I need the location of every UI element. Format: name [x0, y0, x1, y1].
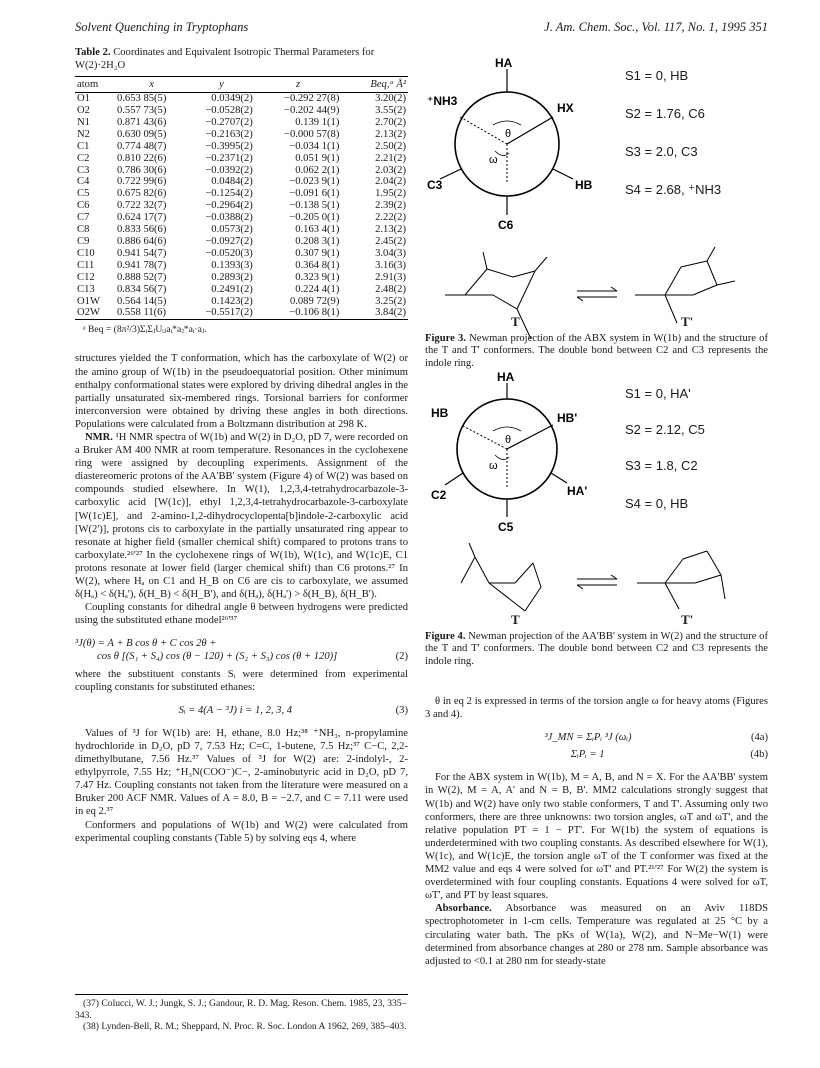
equation-2	[75, 637, 408, 663]
table-cell: −0.5517(2)	[205, 307, 253, 319]
table-row	[75, 105, 408, 117]
paragraph-nmr-text: ¹H NMR spectra of W(1b) and W(2) in D₂O, pD 7, were recorded on a Bruker AM 400 NMR at room temperature. Resonances in the cyclohexene ring were assigned by decoupling experiments. Assignment of the diastereomeric protons of the AA'BB' system (Figure 4) of W(2) was based on compounds studied elsewhere. In W(1), 1,2,3,4-tetrahydrocarbazole-3-carboxylic acid [W(1c)], ethyl 1,2,3,4-tetrahydrocarbazole-3-carboxylate [W(1c)E], and 2-amino-1,2-dihydrocyclopenta[b]indole-2-carboxylic acid [W(2')], protons cis to carboxylate in the partially unsaturated ring appear to resonate at higher field (smaller chemical shift) compared to protons trans to carboxylate.²⁶'²⁷ In the cyclohexene rings of W(1b), W(1c), and W(1c)E, C1 protons resonate at lower field (larger chemical shift) than C6 protons.²⁷ In W(2), where Hₐ on C1 and H_B on C6 are cis to carboxylate, we assumed δ(Hₐ) < δ(Hₐ'), δ(H_B) < δ(H_B'), and δ(Hₐ), δ(Hₐ') > δ(H_B), δ(H_B').	[75, 431, 408, 601]
table-cell: 2.13(2)	[375, 128, 406, 140]
table-cell: 2.45(2)	[375, 235, 406, 247]
table-cell: C3	[77, 164, 90, 176]
table-cell: 0.653 85(5)	[116, 93, 167, 105]
table-cell: −0.0520(3)	[205, 247, 253, 259]
table-cell: 2.50(2)	[375, 140, 406, 152]
table-cell: 0.871 43(6)	[116, 116, 167, 128]
table-row	[75, 212, 408, 224]
table-row	[75, 307, 408, 319]
paragraph-nmr	[75, 431, 408, 601]
paragraph-conformations: structures yielded the T conformation, which has the carboxylate of W(2) or the amino group of W(1b) in the pseudoequatorial position. Other minimum enthalpy conformational states were explored by driving dihedral angles in the partially unsaturated six-membered rings. Torsional barriers for conformer interconversion were obtained by driving these angles in both directions. Populations were calculated from a Boltzmann distribution at 298 K.	[75, 353, 409, 430]
equation-3-number: (3)	[395, 704, 408, 716]
table-cell: O2	[77, 105, 90, 116]
table-cell: 3.20(2)	[375, 93, 406, 105]
equation-3	[75, 704, 408, 717]
newman-projection-4	[431, 370, 587, 534]
table-cell: 3.25(2)	[375, 295, 406, 307]
table-cell: 0.1393(3)	[211, 259, 253, 271]
label-ha: HA	[495, 56, 513, 70]
label-hb-prime: HB'	[557, 411, 578, 425]
table-row	[75, 272, 408, 284]
table-row	[75, 141, 408, 153]
newman-projection-3	[427, 56, 593, 232]
equation-4a-text: ³J_MN = ΣᵢPᵢ ³J (ωᵢ)	[544, 732, 632, 744]
conformer-t-prime-structure	[635, 247, 735, 323]
table-cell: −0.3995(2)	[205, 140, 253, 152]
label-ha-prime: HA'	[567, 484, 588, 498]
table-row	[75, 260, 408, 272]
s3-value-4: S3 = 1.8, C2	[625, 458, 698, 473]
conformer-t-structure	[445, 252, 547, 339]
right-column	[425, 47, 768, 968]
table-row	[75, 200, 408, 212]
table-cell: 0.307 9(1)	[295, 247, 340, 259]
table-cell: 2.13(2)	[375, 224, 406, 236]
paragraph-absorbance	[425, 902, 768, 967]
table-row	[75, 93, 408, 105]
table-cell: −0.000 57(8)	[283, 128, 340, 140]
equation-2-line2: cos θ [(S₁ + S₄) cos (θ − 120) + (S₂ + S₃) cos (θ + 120)]	[97, 651, 338, 663]
table-cell: 0.062 2(1)	[295, 164, 340, 176]
table-cell: 2.39(2)	[375, 200, 406, 212]
label-nh3: ⁺NH3	[427, 94, 458, 108]
paragraph-coupling: Coupling constants for dihedral angle θ between hydrogens were predicted using the substituted ethane model²⁶'³⁷	[75, 602, 408, 627]
equation-4b	[425, 748, 768, 761]
table-cell: 0.675 82(6)	[116, 188, 167, 200]
table-cell: 1.95(2)	[375, 188, 406, 200]
table-row	[75, 165, 408, 177]
s1-value: S1 = 0, HB	[625, 68, 689, 83]
s4-value-4: S4 = 0, HB	[625, 496, 689, 511]
table-cell: 0.0484(2)	[211, 176, 253, 188]
table-cell: C5	[77, 188, 90, 200]
table-cell: C4	[77, 176, 90, 188]
table-cell: 0.364 8(1)	[295, 259, 340, 271]
equilibrium-arrow-4	[577, 575, 617, 589]
table-cell: 0.208 3(1)	[295, 235, 340, 247]
figure-3	[425, 47, 768, 387]
figure-3-caption-label: Figure 3.	[425, 333, 466, 344]
equation-4a-number: (4a)	[750, 732, 768, 744]
table-cell: 0.624 17(7)	[116, 212, 167, 224]
label-theta: θ	[505, 128, 512, 140]
table-cell: 3.16(3)	[375, 259, 406, 271]
conformer-t-label-4: T	[511, 612, 520, 627]
equation-4a	[425, 731, 768, 744]
table-caption-text: Coordinates and Equivalent Isotropic Thermal Parameters for W(2)·2H₂O	[75, 47, 375, 71]
label-ha-4: HA	[497, 370, 515, 384]
figure-4-caption-label: Figure 4.	[425, 631, 466, 642]
table-cell: 0.558 11(6)	[116, 307, 166, 319]
conformer-t-prime-label-4: T'	[681, 612, 694, 627]
table-cell: −0.2163(2)	[205, 128, 253, 140]
s3-value: S3 = 2.0, C3	[625, 144, 698, 159]
table-caption	[75, 47, 408, 72]
table-cell: 2.21(2)	[375, 152, 406, 164]
table-cell: −0.023 9(1)	[289, 176, 340, 188]
section-head-absorbance: Absorbance.	[435, 903, 492, 915]
s4-value: S4 = 2.68, ⁺NH3	[625, 182, 722, 197]
table-cell: C12	[77, 271, 95, 283]
table-cell: C6	[77, 200, 90, 212]
paragraph-substituent: where the substituent constants Sᵢ were determined from experimental coupling constants for substituted ethanes:	[75, 668, 408, 693]
table-cell: 0.630 09(5)	[116, 128, 167, 140]
table-cell: 2.70(2)	[375, 116, 406, 128]
figure-3-caption	[425, 333, 768, 370]
table-cell: 0.722 32(7)	[116, 200, 167, 212]
table-row	[75, 117, 408, 129]
table-cell: −0.292 27(8)	[283, 93, 340, 105]
label-hx: HX	[557, 101, 574, 115]
s1-value-4: S1 = 0, HA'	[625, 386, 691, 401]
table-cell: 0.810 22(6)	[116, 152, 167, 164]
table-cell: 0.089 72(9)	[289, 295, 340, 307]
table-cell: 0.834 56(7)	[116, 283, 167, 295]
label-c2: C2	[431, 488, 447, 502]
table-row	[75, 176, 408, 188]
col-header-y: y	[219, 79, 224, 90]
label-hb-4: HB	[431, 406, 449, 420]
table-cell: C11	[77, 259, 95, 271]
table-cell: 2.04(2)	[375, 176, 406, 188]
conformer-t-prime-label: T'	[681, 314, 694, 329]
table-cell: 0.139 1(1)	[295, 116, 340, 128]
running-head-right: J. Am. Chem. Soc., Vol. 117, No. 1, 1995 351	[544, 20, 768, 34]
table-row	[75, 188, 408, 200]
table-row	[75, 284, 408, 296]
label-c6: C6	[498, 218, 514, 232]
table-cell: 3.84(2)	[375, 307, 406, 319]
table-row	[75, 248, 408, 260]
table-row	[75, 236, 408, 248]
table-cell: −0.0528(2)	[205, 105, 253, 116]
paragraph-conformers: Conformers and populations of W(1b) and W(2) were calculated from experimental coupling constants (Table 5) by solving eqs 4, where	[75, 819, 408, 844]
table-row	[75, 296, 408, 308]
table-cell: −0.0392(2)	[205, 164, 253, 176]
s2-value: S2 = 1.76, C6	[625, 106, 705, 121]
table-cell: −0.205 0(1)	[289, 212, 340, 224]
table-cell: 0.163 4(1)	[295, 224, 340, 236]
label-theta-4: θ	[505, 434, 512, 446]
table-cell: C10	[77, 247, 95, 259]
figure-4-caption	[425, 631, 768, 668]
table-cell: −0.0388(2)	[205, 212, 253, 224]
label-c5: C5	[498, 520, 514, 534]
table-cell: −0.2707(2)	[205, 116, 253, 128]
table-cell: C2	[77, 152, 90, 164]
table-cell: 0.1423(2)	[211, 295, 253, 307]
table-cell: 0.051 9(1)	[295, 152, 340, 164]
col-header-x: x	[149, 79, 154, 90]
coordinates-table	[75, 76, 408, 320]
table-row	[75, 129, 408, 141]
table-cell: 0.833 56(6)	[116, 224, 167, 236]
table-cell: 2.03(2)	[375, 164, 406, 176]
equation-2-line1: ³J(θ) = A + B cos θ + C cos 2θ +	[75, 638, 217, 650]
paragraph-theta-omega: θ in eq 2 is expressed in terms of the torsion angle ω for heavy atoms (Figures 3 and 4).	[425, 696, 768, 721]
table-cell: 0.941 54(7)	[116, 247, 167, 259]
section-head-nmr: NMR.	[85, 431, 113, 443]
table-cell: N1	[77, 116, 90, 128]
table-cell: 2.22(2)	[375, 212, 406, 224]
table-cell: −0.091 6(1)	[289, 188, 340, 200]
table-cell: O1W	[77, 295, 100, 307]
table-cell: C1	[77, 140, 90, 152]
table-cell: 0.941 78(7)	[116, 259, 167, 271]
table-cell: C7	[77, 212, 90, 224]
figure-4	[425, 370, 768, 681]
table-cell: −0.2371(2)	[205, 152, 253, 164]
table-cell: 0.224 4(1)	[295, 283, 340, 295]
table-cell: −0.2964(2)	[205, 200, 253, 212]
col-header-atom: atom	[77, 79, 99, 90]
paragraph-absorbance-text: Absorbance was measured on an Aviv 118DS spectrophotometer in 1-cm cells. Temperature was regulated at 25 °C by a circulating water bath. The pKs of W(1a), W(2), and N−Me−W(1) were determined from absorbance changes at 280 or 278 nm. Sample absorbance was adjusted to <0.1 at 280 nm for steady-state	[425, 903, 768, 967]
table-cell: 0.888 52(7)	[116, 271, 167, 283]
table-cell: 0.886 64(6)	[116, 235, 167, 247]
reference-38: (38) Lynden-Bell, R. M.; Sheppard, N. Proc. R. Soc. London A 1962, 269, 385–403.	[83, 1021, 407, 1033]
table-cell: 0.564 14(5)	[116, 295, 167, 307]
table-cell: 0.2893(2)	[211, 271, 253, 283]
label-omega-4: ω	[489, 460, 498, 472]
table-cell: 0.2491(2)	[211, 283, 253, 295]
conformer-t-label: T	[511, 314, 520, 329]
conformer-t-prime-structure-4	[637, 551, 725, 609]
col-header-beq: Beq,ᵃ Å²	[370, 79, 406, 90]
table-cell: −0.1254(2)	[205, 188, 253, 200]
table-cell: 3.55(2)	[375, 105, 406, 116]
paragraph-abx-system: For the ABX system in W(1b), M = A, B, and N = X. For the AA'BB' system in W(2), M = A, A' and N = B, B'. MM2 calculations strongly suggest that W(1b) and W(2) have only two stable conformers, T and T'. Assuming only two conformers, there are three unknowns: two torsion angles, ωT and ωT', and the relative population PT = 1 − PT'. For W(1b) the system of equations is underdetermined with two coupling constants. As described elsewhere for W(1), W(1c), and W(1c)E, the torsion angle ωT of the T conformer was fixed at the MM2 value and eqs 4 were solved for ωT' and PT.²⁶'²⁷ For W(2) the system is overdetermined with four coupling constants. Equations 4 were solved for ωT, ωT', and PT by least squares.	[425, 772, 768, 902]
table-cell: O1	[77, 93, 90, 105]
table-cell: N2	[77, 128, 90, 140]
table-cell: 2.48(2)	[375, 283, 406, 295]
label-c3: C3	[427, 178, 443, 192]
label-hb: HB	[575, 178, 593, 192]
table-header-row	[75, 77, 408, 93]
table-row	[75, 153, 408, 165]
figure-4-drawing	[425, 370, 768, 632]
table-cell: 0.774 48(7)	[116, 140, 167, 152]
table-cell: −0.0927(2)	[205, 235, 253, 247]
table-cell: C8	[77, 224, 90, 236]
equation-4b-text: ΣᵢPᵢ = 1	[570, 749, 605, 761]
equilibrium-arrow-3	[577, 287, 617, 301]
table-cell: 0.323 9(1)	[295, 271, 340, 283]
table-body	[75, 93, 408, 320]
table-cell: O2W	[77, 307, 100, 319]
left-column	[75, 47, 408, 845]
table-cell: 0.0573(2)	[211, 224, 253, 236]
s2-value-4: S2 = 2.12, C5	[625, 422, 705, 437]
table-cell: 0.722 99(6)	[116, 176, 167, 188]
references	[75, 994, 408, 1033]
table-cell: C9	[77, 235, 90, 247]
table-cell: −0.202 44(9)	[283, 105, 340, 116]
running-head-left: Solvent Quenching in Tryptophans	[75, 20, 249, 34]
table-cell: −0.034 1(1)	[289, 140, 340, 152]
equation-3-text: Sᵢ = 4(A − ³J) i = 1, 2, 3, 4	[178, 704, 293, 716]
table-cell: 0.557 73(5)	[116, 105, 167, 116]
table-cell: 3.04(3)	[375, 247, 406, 259]
table-label: Table 2.	[75, 47, 111, 58]
table-cell: −0.106 8(1)	[289, 307, 340, 319]
table-cell: 2.91(3)	[375, 271, 406, 283]
paragraph-j-values: Values of ³J for W(1b) are: H, ethane, 8.0 Hz;³⁸ ⁺NH₃, n-propylamine hydrochloride in D₂O, pD 7, 7.53 Hz; C=C, 1-butene, 7.5 Hz;³⁷ C−C, 2,2-dimethylbutane, 7.56 Hz.³⁷ Values of ³J for W(2) are: 2-indolyl-, 2-ethylpyrrole, 7.55 Hz; ⁺H₃N(COO⁻)C−, 2-aminobutyric acid in D₂O, pD 7, 7.47 Hz. Coupling constants not taken from the literature were measured on a Bruker 200 ACF NMR. Values of A = 8.0, B = −2.7, and C = 7.11 were used in eq 2.³⁷	[75, 727, 408, 818]
figure-3-caption-text: Newman projection of the ABX system in W(1b) and the structure of the T and T' conformers. The double bond between C2 and C3 represents the indole ring.	[425, 333, 768, 369]
equation-2-number: (2)	[395, 651, 408, 663]
table-footnote: ᵃ Beq = (8π²/3)ΣᵢΣⱼUᵢⱼaᵢ*aⱼ*aᵢ·aⱼ.	[83, 324, 207, 336]
equation-4b-number: (4b)	[750, 749, 768, 761]
label-omega: ω	[489, 154, 498, 166]
table-cell: 0.786 30(6)	[116, 164, 167, 176]
table-row	[75, 224, 408, 236]
conformer-t-structure-4	[461, 543, 541, 611]
col-header-z: z	[296, 79, 301, 90]
figure-4-caption-text: Newman projection of the AA'BB' system in W(2) and the structure of the T and T' conformers. The double bond between C2 and C3 represents the indole ring.	[425, 631, 768, 667]
table-cell: 0.0349(2)	[211, 93, 253, 105]
reference-37: (37) Colucci, W. J.; Jungk, S. J.; Gandour, R. D. Mag. Reson. Chem. 1985, 23, 335–343.	[75, 998, 407, 1021]
table-cell: −0.138 5(1)	[289, 200, 340, 212]
table-cell: C13	[77, 283, 95, 295]
